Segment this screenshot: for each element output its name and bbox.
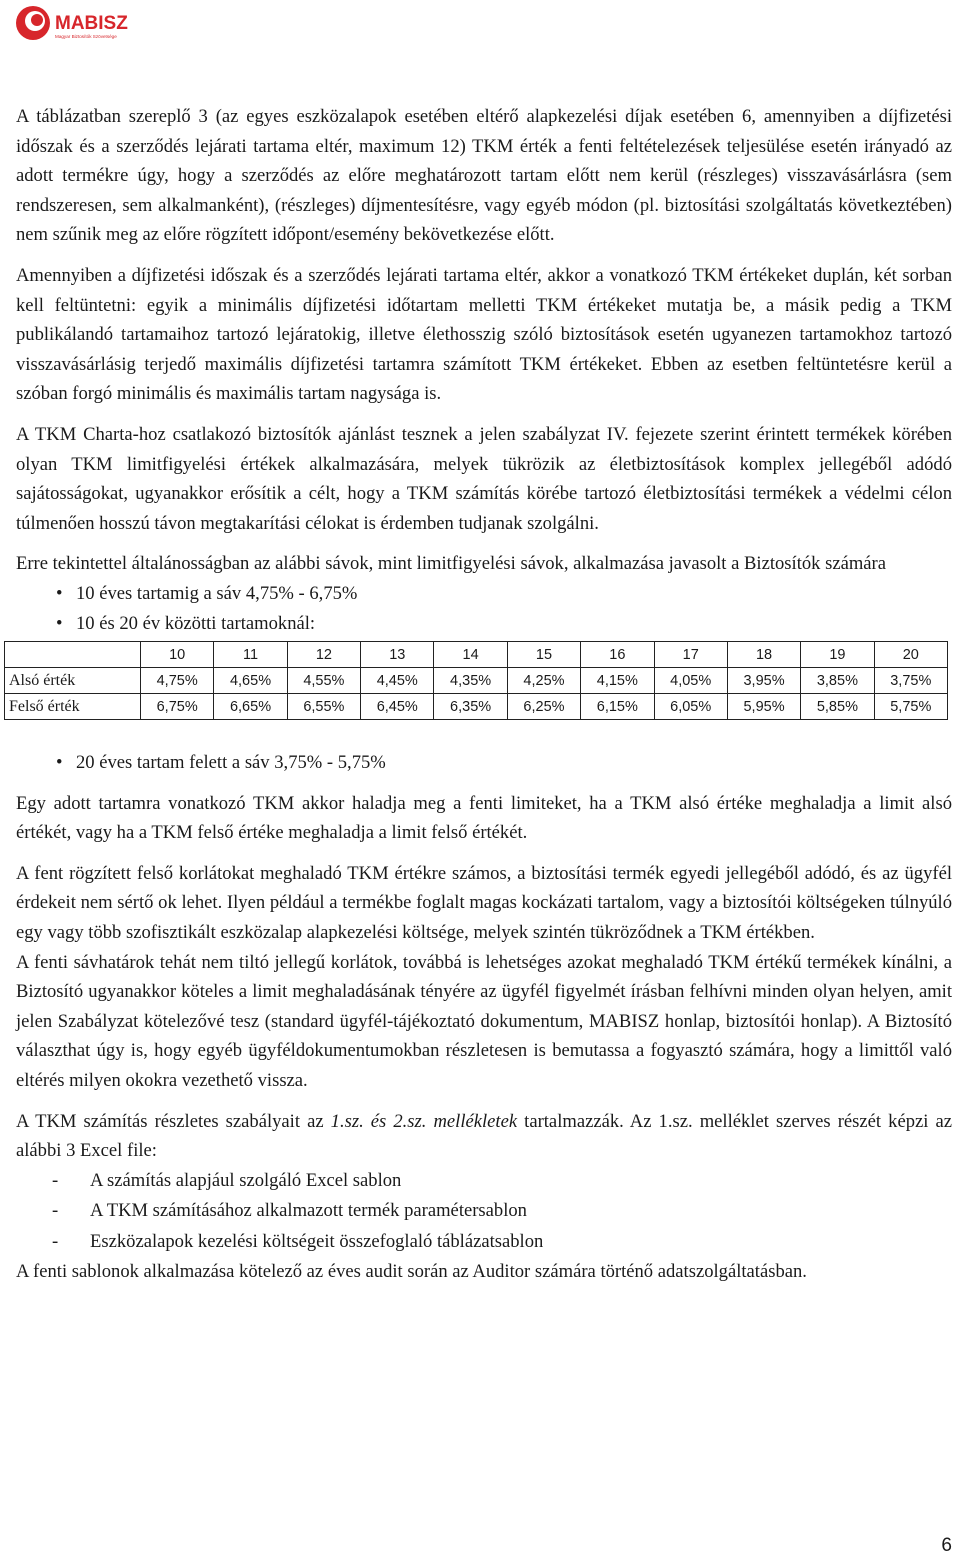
table-cell: 5,85% [801, 694, 874, 720]
list-item [52, 1166, 952, 1197]
table-header-cell: 13 [361, 642, 434, 668]
band-list-top [16, 579, 952, 638]
table-header-cell: 17 [654, 642, 727, 668]
paragraph-1: A táblázatban szereplő 3 (az egyes eszközalapok esetében eltérő alapkezelési díjak esetében 6, amennyiben a díjfizetési időszak és a szerződés lejárati tartama eltér, maximum 12) TKM érték a fenti feltételezések teljesülése esetén irányadó az adott termékre úgy, hogy a szerződés az előre meghatározott tartam előtt nem kerül (részleges) visszavásárlásra (sem rendszeresen, sem alkalmanként), (részleges) díjmentesítésre, vagy egyéb módon (pl. biztosítási szolgáltatás következtében) nem szűnik meg az előre rögzített időpont/esemény bekövetkezése előtt. [16, 106, 952, 246]
list-item-text: Eszközalapok kezelési költségeit összefoglaló táblázatsablon [90, 1230, 544, 1252]
annex-reference: 1.sz. és 2.sz. mellékletek [330, 1110, 518, 1132]
table-row-lower [5, 668, 948, 694]
table-header-cell: 14 [434, 642, 507, 668]
table-cell: 4,75% [141, 668, 214, 694]
paragraph-7: A fenti sávhatárok tehát nem tiltó jellegű korlátok, továbbá is lehetséges azokat meghaladó TKM értékű termékek kínálni, a Biztosító ugyanakkor köteles a limit meghaladásának tényére az ügyfél figyelmét írásban felhívni minden olyan helyen, amit jelen Szabályzat kötelezővé tesz (standard ügyfél-tájékoztató dokumentum, MABISZ honlap, biztosítói honlap). A Biztosító választhat úgy is, hogy egyéb ügyféldokumentumokban részletesen is bemutassa a fogyasztó számára, hogy a limittől való eltérés milyen okokra vezethető vissza. [16, 951, 952, 1092]
list-item [52, 1227, 952, 1258]
table-cell: 3,95% [727, 668, 800, 694]
paragraph-3: A TKM Charta-hoz csatlakozó biztosítók ajánlást tesznek a jelen szabályzat IV. fejezete szerint érintett termékek körében olyan TKM limitfigyelési értékek alkalmazására, melyek tükrözik az életbiztosítások komplex jellegéből adódó sajátosságokat, ugyanakkor erősítik a célt, hogy a TKM számítás körébe tartozó életbiztosítási termékek a védelmi célon túlmenően hosszú távon megtakarítási célokat is érdemben tudjanak szolgálni. [16, 423, 952, 534]
excel-file-list [16, 1166, 952, 1258]
paragraph-6: A fent rögzített felső korlátokat meghaladó TKM értékre számos, a biztosítási termék egyedi jellegéből adódó, és az ügyfél érdekeit nem sértő ok lehet. Ilyen például a termékbe foglalt magas kockázati tartalom, vagy a biztosítói költségeken túlnyúló egy vagy több szofisztikált eszközalap alapkezelési költsége, melyek szintén tükröződnek a TKM értékben. [16, 862, 952, 944]
tkm-limit-table [4, 641, 948, 720]
table-cell: 6,65% [214, 694, 287, 720]
list-item-text: 20 éves tartam felett a sáv 3,75% - 5,75% [76, 752, 386, 774]
bullet-icon: • [56, 752, 63, 774]
table-header-cell: 19 [801, 642, 874, 668]
table-cell: 3,75% [874, 668, 947, 694]
paragraph-8-start: A TKM számítás részletes szabályait az [16, 1110, 331, 1132]
dash-icon: - [52, 1230, 59, 1252]
table-header-cell: 11 [214, 642, 287, 668]
table-cell: 6,15% [581, 694, 654, 720]
list-item-text: A TKM számításához alkalmazott termék paramétersablon [90, 1200, 527, 1222]
table-cell: 4,45% [361, 668, 434, 694]
list-item [56, 579, 952, 609]
paragraph-5: Egy adott tartamra vonatkozó TKM akkor haladja meg a fenti limiteket, ha a TKM alsó értéke meghaladja a limit alsó értékét, vagy ha a TKM felső értéke meghaladja a limit felső értékét. [16, 792, 952, 844]
table-header-cell: 12 [287, 642, 360, 668]
paragraph-2: Amennyiben a díjfizetési időszak és a szerződés lejárati tartama eltér, akkor a vonatkozó TKM értékeket duplán, két sorban kell feltüntetni: egyik a minimális díjfizetési időtartam melletti TKM értékeket mutatja be, a másik pedig a TKM publikálandó tartamaihoz tartozó lejáratokig, illetve élethosszig szóló biztosítások esetén ugyanezen tartamokhoz tartozó visszavásárlásig terjedő maximális díjfizetési tartamra számított TKM értékeket. Ebben az esetben feltüntetésre kerül a szóban forgó minimális és maximális tartam nagysága is. [16, 264, 952, 405]
table-cell: 5,95% [727, 694, 800, 720]
table-cell: 4,15% [581, 668, 654, 694]
table-header-cell: 10 [141, 642, 214, 668]
mabisz-logo [14, 4, 134, 44]
paragraph-8-end: tartalmazzák. Az 1.sz. melléklet szerves részét képzi az alábbi 3 Excel file: [16, 1110, 952, 1162]
list-item-text: A számítás alapjául szolgáló Excel sablon [90, 1169, 402, 1191]
row-label: Alsó érték [5, 668, 141, 694]
dash-icon: - [52, 1200, 59, 1222]
table-row-upper [5, 694, 948, 720]
row-label: Felső érték [5, 694, 141, 720]
dash-icon: - [52, 1169, 59, 1191]
table-header-cell: 16 [581, 642, 654, 668]
paragraph-8 [16, 1107, 952, 1166]
bullet-icon: • [56, 612, 63, 634]
logo-text: MABISZ [55, 13, 128, 34]
table-cell: 6,25% [507, 694, 580, 720]
table-cell: 5,75% [874, 694, 947, 720]
table-cell: 4,05% [654, 668, 727, 694]
table-cell: 6,55% [287, 694, 360, 720]
document-body [9, 102, 952, 1287]
list-item [56, 748, 952, 778]
table-cell: 4,55% [287, 668, 360, 694]
table-cell: 3,85% [801, 668, 874, 694]
table-cell: 6,05% [654, 694, 727, 720]
list-item-text: 10 és 20 év közötti tartamoknál: [76, 612, 316, 634]
bullet-icon: • [56, 582, 63, 604]
table-cell: 6,45% [361, 694, 434, 720]
band-list-bottom [16, 748, 952, 778]
list-item [52, 1196, 952, 1227]
table-corner-cell [5, 642, 141, 668]
table-header-cell: 15 [507, 642, 580, 668]
table-cell: 6,35% [434, 694, 507, 720]
list-item-text: 10 éves tartamig a sáv 4,75% - 6,75% [76, 582, 358, 604]
paragraph-9: A fenti sablonok alkalmazása kötelező az éves audit során az Auditor számára történő adatszolgáltatásban. [16, 1261, 807, 1283]
table-header-row [5, 642, 948, 668]
mabisz-logo-mark [14, 4, 134, 44]
table-cell: 4,25% [507, 668, 580, 694]
page-number: 6 [941, 1535, 952, 1556]
table-header-cell: 18 [727, 642, 800, 668]
table-cell: 6,75% [141, 694, 214, 720]
logo-subtitle: Magyar Biztosítók Szövetsége [55, 34, 117, 39]
list-item [56, 609, 952, 639]
paragraph-4: Erre tekintettel általánosságban az alábbi sávok, mint limitfigyelési sávok, alkalmazása javasolt a Biztosítók számára [16, 553, 887, 575]
table-cell: 4,65% [214, 668, 287, 694]
table-cell: 4,35% [434, 668, 507, 694]
table-header-cell: 20 [874, 642, 947, 668]
